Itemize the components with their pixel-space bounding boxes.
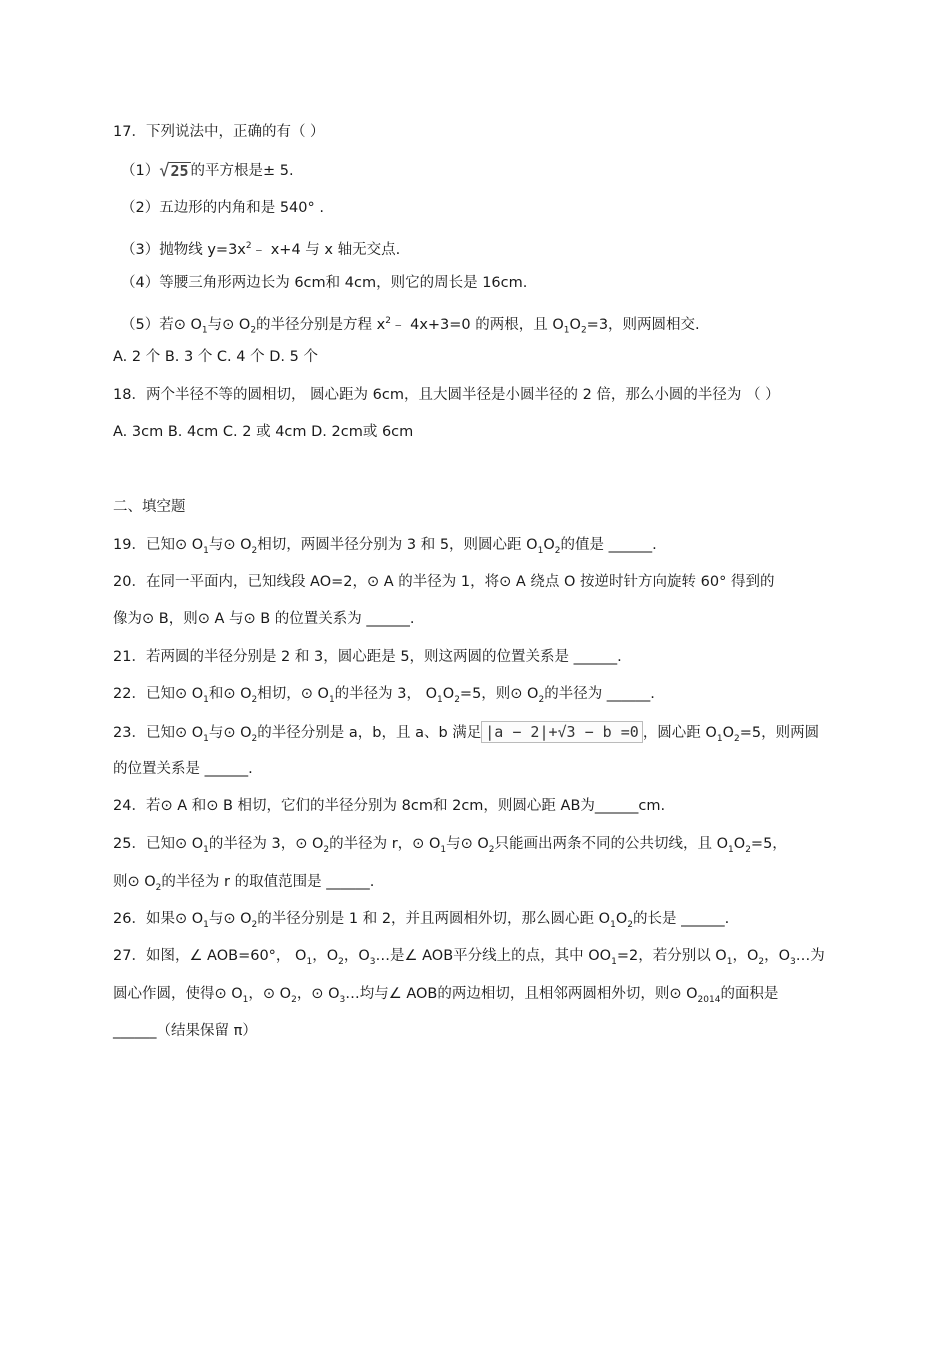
q27-line-3: ______（结果保留 π）: [113, 1023, 257, 1039]
q27-line-2: [113, 984, 778, 1010]
q17-item-1: [121, 161, 294, 181]
q27-line-1: [113, 946, 825, 972]
text: 19．已知⊙ O: [113, 537, 204, 553]
text: =5，: [750, 836, 787, 852]
subscript: 2: [155, 882, 162, 893]
q17-item-1-label: （1）: [121, 163, 160, 179]
text: O: [733, 836, 746, 852]
text: ，O: [764, 948, 791, 964]
text: 26．如果⊙ O: [113, 911, 204, 927]
text: =5，则两圆: [739, 725, 820, 741]
formula-image: |a − 2|+√3 − b =0: [481, 721, 643, 743]
superscript: 2: [385, 316, 391, 326]
q25-line-1: [113, 834, 787, 860]
subscript: 2: [580, 325, 587, 336]
text: =2，若分别以 O: [616, 948, 727, 964]
text: 圆心作圆，使得⊙ O: [113, 986, 243, 1002]
text: 与⊙ O: [446, 836, 489, 852]
subscript: 1: [563, 325, 570, 336]
text: 的面积是: [720, 986, 779, 1002]
text: 的半径为 r，⊙ O: [329, 836, 441, 852]
subscript: 2: [488, 844, 495, 855]
subscript: 2: [454, 694, 460, 705]
q18-title: 18．两个半径不等的圆相切， 圆心距为 6cm，且大圆半径是小圆半径的 2 倍，那么小圆的半径为 （ ）: [113, 387, 780, 403]
text: ，O: [732, 948, 759, 964]
subscript: 2: [745, 844, 751, 855]
subscript: 2: [291, 994, 297, 1005]
text: …是∠ AOB平分线上的点，其中 OO: [375, 948, 612, 964]
text: ，O: [312, 948, 339, 964]
q18-options: A. 3cm B. 4cm C. 2 或 4cm D. 2cm或 6cm: [113, 424, 414, 440]
q25-line-2: [113, 872, 374, 898]
text: 的半径为 3，⊙ O: [208, 836, 324, 852]
q17-item-1-text: 的平方根是± 5.: [190, 163, 294, 179]
subscript: 2: [758, 956, 765, 967]
text: …均与∠ AOB的两边相切，且相邻两圆相外切，则⊙ O: [345, 986, 698, 1002]
text: O: [569, 316, 581, 333]
section-heading: 二、填空题: [113, 499, 186, 515]
subscript: 1: [437, 694, 443, 705]
sqrt-radicand: 25: [170, 162, 189, 180]
text: O: [442, 686, 455, 702]
text: ，O: [343, 948, 370, 964]
text: （5）若⊙ O: [121, 316, 202, 333]
text: ，圆心距 O: [642, 725, 717, 741]
subscript: 1: [203, 694, 209, 705]
subscript: 1: [537, 545, 544, 556]
q17-item-3-post: ﹣ x+4 与 x 轴无交点.: [251, 241, 401, 258]
text: 与⊙ O: [208, 725, 252, 741]
subscript: 1: [201, 325, 208, 336]
text: 的半径为 r 的取值范围是 ______.: [161, 874, 375, 890]
q17-options: A. 2 个 B. 3 个 C. 4 个 D. 5 个: [113, 349, 318, 365]
q20-line-1: 20．在同一平面内，已知线段 AO=2，⊙ A 的半径为 1，将⊙ A 绕点 O 按逆时针方向旋转 60° 得到的: [113, 574, 775, 590]
subscript: 2014: [697, 994, 721, 1005]
superscript: 2: [245, 241, 252, 251]
q26: [113, 909, 729, 935]
text: 相切，⊙ O: [257, 686, 329, 702]
subscript: 1: [728, 844, 734, 855]
subscript: 2: [734, 733, 740, 744]
text: =3，则两圆相交.: [586, 316, 700, 333]
subscript: 1: [611, 956, 617, 967]
text: 只能画出两条不同的公共切线，且 O: [494, 836, 729, 852]
subscript: 1: [306, 956, 313, 967]
text: 与⊙ O: [207, 316, 251, 333]
subscript: 1: [242, 994, 249, 1005]
text: 的半径分别是方程 x: [256, 316, 386, 333]
q22: [113, 684, 655, 710]
q23-line-2: 的位置关系是 ______.: [113, 761, 253, 777]
text: 和⊙ O: [208, 686, 252, 702]
text: ，⊙ O: [248, 986, 292, 1002]
text: O: [722, 725, 734, 741]
q17-title: 17．下列说法中，正确的有（ ）: [113, 124, 325, 140]
text: 27．如图，∠ AOB=60°， O: [113, 948, 307, 964]
text: 的半径为 3， O: [334, 686, 438, 702]
subscript: 2: [251, 694, 258, 705]
text: 的值是 ______.: [560, 537, 657, 553]
subscript: 2: [323, 844, 330, 855]
subscript: 1: [328, 694, 335, 705]
q17-item-2: （2）五边形的内角和是 540° .: [121, 200, 324, 216]
subscript: 1: [203, 733, 209, 744]
subscript: 1: [203, 844, 209, 855]
text: 与⊙ O: [208, 537, 252, 553]
subscript: 2: [251, 919, 258, 930]
text: 的半径为 ______.: [544, 686, 655, 702]
text: 则⊙ O: [113, 874, 156, 890]
subscript: 1: [203, 919, 209, 930]
q19: [113, 535, 657, 561]
text: ﹣ 4x+3=0 的两根，且 O: [390, 316, 564, 333]
subscript: 2: [554, 545, 561, 556]
text: 相切，两圆半径分别为 3 和 5，则圆心距 O: [257, 537, 538, 553]
subscript: 1: [716, 733, 723, 744]
text: 与⊙ O: [208, 911, 252, 927]
q23-line-1: [113, 721, 819, 749]
text: 25．已知⊙ O: [113, 836, 204, 852]
q17-item-3-pre: （3）抛物线 y=3x: [121, 241, 246, 258]
subscript: 3: [790, 956, 796, 967]
subscript: 1: [726, 956, 733, 967]
subscript: 2: [538, 694, 545, 705]
text: …为: [795, 948, 825, 964]
subscript: 2: [250, 325, 257, 336]
text: O: [543, 537, 555, 553]
subscript: 2: [251, 545, 258, 556]
text: 的长是 ______.: [632, 911, 730, 927]
q17-item-3: [121, 236, 400, 260]
q17-item-4: （4）等腰三角形两边长为 6cm和 4cm，则它的周长是 16cm.: [121, 275, 528, 291]
q20-line-2: 像为⊙ B，则⊙ A 与⊙ B 的位置关系为 ______.: [113, 611, 415, 627]
q21: 21．若两圆的半径分别是 2 和 3，圆心距是 5，则这两圆的位置关系是 ______.: [113, 649, 622, 665]
text: 23．已知⊙ O: [113, 725, 204, 741]
subscript: 1: [610, 919, 616, 930]
q17-item-5: [121, 311, 700, 341]
subscript: 2: [251, 733, 258, 744]
subscript: 3: [369, 956, 376, 967]
sqrt-25-image: √25: [159, 161, 189, 181]
subscript: 3: [339, 994, 346, 1005]
text: =5，则⊙ O: [459, 686, 539, 702]
subscript: 2: [627, 919, 633, 930]
q24: 24．若⊙ A 和⊙ B 相切，它们的半径分别为 8cm和 2cm，则圆心距 AB为______cm.: [113, 798, 666, 814]
text: 的半径分别是 1 和 2，并且两圆相外切，那么圆心距 O: [257, 911, 611, 927]
text: O: [615, 911, 628, 927]
text: 的半径分别是 a，b，且 a、b 满足: [257, 725, 482, 741]
subscript: 2: [338, 956, 344, 967]
text: ，⊙ O: [296, 986, 340, 1002]
subscript: 1: [440, 844, 447, 855]
text: 22．已知⊙ O: [113, 686, 204, 702]
subscript: 1: [203, 545, 209, 556]
